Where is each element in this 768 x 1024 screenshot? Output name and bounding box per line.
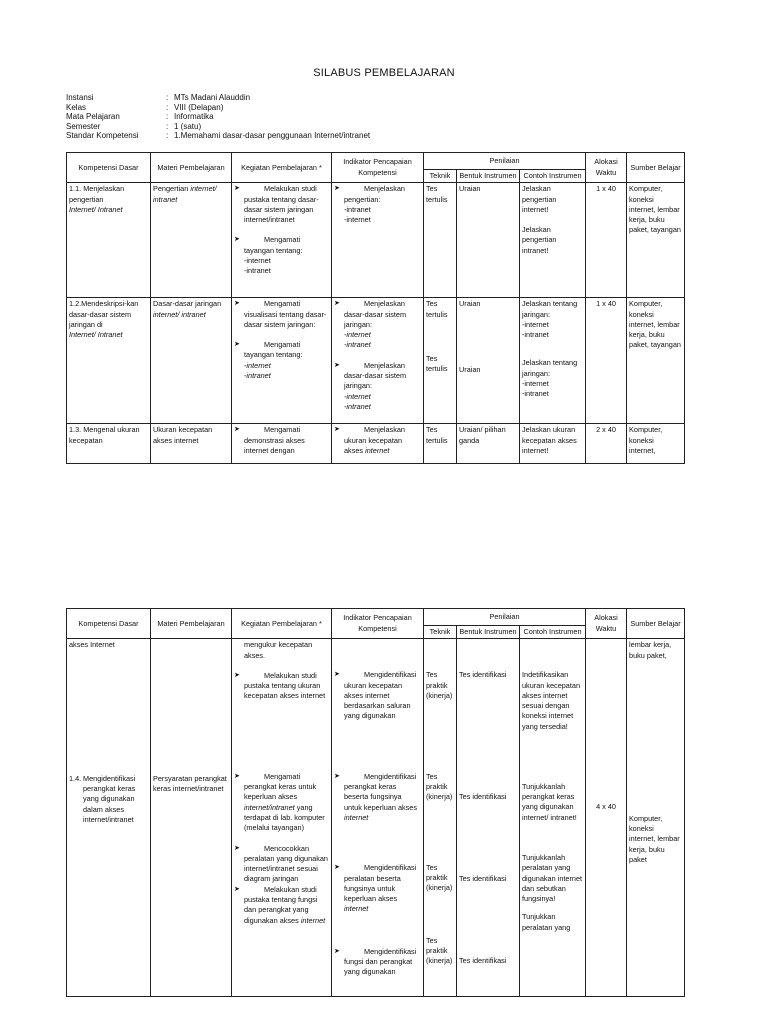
header-bentuk: Bentuk Instrumen — [457, 626, 520, 639]
materi-cell: Ukuran kecepatan akses internet — [151, 424, 232, 464]
info-label: Standar Kompetensi — [66, 131, 139, 141]
info-label: Kelas — [66, 102, 87, 112]
teknik-cell: Tes tertulis — [424, 424, 457, 464]
header-sumber: Sumber Belajar — [627, 609, 685, 639]
header-indikator: Indikator Pencapaian Kompetensi — [332, 153, 424, 183]
kegiatan-cell: ➤ Melakukan studi pustaka tentang dasar-dasar sistem jaringan internet/intranet ➤ Mengamati tayangan tentang: -internet -intranet — [232, 183, 332, 298]
info-row-standar: Standar Kompetensi : 1.Memahami dasar-dasar penggunaan Internet/intranet — [66, 131, 371, 141]
arrow-bullet-icon: ➤ — [334, 671, 340, 679]
header-sumber: Sumber Belajar — [627, 153, 685, 183]
header-penilaian: Penilaian — [424, 609, 586, 626]
contoh-cell: Indetifikasikan ukuran kecepatan akses internet sesuai dengan koneksi internet yang tersedia! — [520, 639, 586, 771]
arrow-bullet-icon: ➤ — [334, 361, 340, 369]
header-kegiatan: Kegiatan Pembelajaran * — [232, 609, 332, 639]
arrow-bullet-icon: ➤ — [234, 671, 240, 679]
kegiatan-cell: ➤ Mengamati perangkat keras untuk keperluan akses internet/intranet yang terdapat di lab. komputer (melalui tayangan) ➤ Mencocokkan peralatan yang digunakan internet/intranet sesuai diagram jaringan ➤ Melakukan studi pustaka tentang fungsi dan perangkat yang digunakan akses internet — [232, 771, 332, 997]
info-value: VIII (Delapan) — [174, 102, 224, 112]
arrow-bullet-icon: ➤ — [334, 185, 340, 193]
contoh-cell: Jelaskan ukuran kecepatan akses internet! — [520, 424, 586, 464]
table-row — [67, 771, 685, 997]
kompetensi-cell: akses Internet — [67, 639, 151, 771]
indikator-cell: ➤ Menjelaskan pengertian: -intranet -internet — [332, 183, 424, 298]
arrow-bullet-icon: ➤ — [234, 885, 240, 893]
bentuk-cell: Uraian — [457, 183, 520, 298]
bentuk-cell: Uraian Uraian — [457, 298, 520, 424]
sumber-cell: lembar kerja, buku paket, — [627, 639, 685, 771]
header-teknik: Teknik — [424, 626, 457, 639]
header-bentuk: Bentuk Instrumen — [457, 170, 520, 183]
info-row-kelas: Kelas : VIII (Delapan) — [66, 102, 224, 112]
kompetensi-cell: 1.4. Mengidentifikasi perangkat keras yang digunakan dalam akses internet/intranet — [67, 771, 151, 997]
kompetensi-cell: 1.1. Menjelaskan pengertian Internet/ Intranet — [67, 183, 151, 298]
header-materi: Materi Pembelajaran — [151, 153, 232, 183]
contoh-cell: Jelaskan pengertian internet! Jelaskan pengertian intranet! — [520, 183, 586, 298]
teknik-cell: Tes tertulis Tes tertulis — [424, 298, 457, 424]
sumber-cell: Komputer, koneksi internet, lembar kerja, buku paket, tayangan — [627, 298, 685, 424]
header-alokasi: Alokasi Waktu — [586, 609, 627, 639]
info-value: Informatika — [174, 112, 214, 122]
kegiatan-cell: mengukur kecepatan akses. ➤ Melakukan studi pustaka tentang ukuran kecepatan akses internet — [232, 639, 332, 771]
header-kegiatan: Kegiatan Pembelajaran * — [232, 153, 332, 183]
arrow-bullet-icon: ➤ — [234, 772, 240, 780]
table-row — [67, 424, 685, 464]
document-title: SILABUS PEMBELAJARAN — [313, 67, 455, 79]
teknik-cell: Tes praktik (kinerja) — [424, 639, 457, 771]
header-alokasi: Alokasi Waktu — [586, 153, 627, 183]
arrow-bullet-icon: ➤ — [234, 341, 240, 349]
arrow-bullet-icon: ➤ — [234, 185, 240, 193]
info-row-semester: Semester : 1 (satu) — [66, 121, 202, 131]
indikator-cell: ➤ Menjelaskan dasar-dasar sistem jaringan: -internet -intranet ➤ Menjelaskan dasar-dasar sistem jaringan: -internet -intranet — [332, 298, 424, 424]
kegiatan-cell: ➤ Mengamati demonstrasi akses internet dengan — [232, 424, 332, 464]
kegiatan-cell: ➤ Mengamati visualisasi tentang dasar-dasar sistem jaringan: ➤ Mengamati tayangan tentang: -internet -intranet — [232, 298, 332, 424]
header-kompetensi: Kompetensi Dasar — [67, 609, 151, 639]
header-teknik: Teknik — [424, 170, 457, 183]
arrow-bullet-icon: ➤ — [334, 300, 340, 308]
bentuk-cell: Uraian/ pilihan ganda — [457, 424, 520, 464]
materi-cell: Persyaratan perangkat keras internet/intranet — [151, 771, 232, 997]
materi-cell: Dasar-dasar jaringan internet/ intranet — [151, 298, 232, 424]
syllabus-table-page-1 — [66, 152, 685, 464]
kompetensi-cell: 1.3. Mengenal ukuran kecepatan — [67, 424, 151, 464]
course-info — [66, 93, 370, 141]
header-materi: Materi Pembelajaran — [151, 609, 232, 639]
header-contoh: Contoh Instrumen — [520, 170, 586, 183]
teknik-cell: Tes tertulis — [424, 183, 457, 298]
sumber-cell: Komputer, koneksi internet, — [627, 424, 685, 464]
info-value: 1 (satu) — [174, 121, 202, 131]
arrow-bullet-icon: ➤ — [334, 864, 340, 872]
info-row-mapel: Mata Pelajaran : Informatika — [66, 112, 214, 122]
table-row — [67, 183, 685, 298]
info-value: MTs Madani Alauddin — [174, 93, 251, 102]
sumber-cell: Komputer, koneksi internet, lembar kerja, buku paket — [627, 771, 685, 997]
arrow-bullet-icon: ➤ — [234, 236, 240, 244]
info-row-instansi: Instansi : MTs Madani Alauddin — [66, 93, 251, 102]
alokasi-cell: 1 x 40 — [586, 183, 627, 298]
info-value: 1.Memahami dasar-dasar penggunaan Internet/intranet — [174, 131, 371, 141]
materi-cell: Pengertian internet/ intranet — [151, 183, 232, 298]
table-row — [67, 639, 685, 771]
materi-cell — [151, 639, 232, 771]
kompetensi-cell: 1.2.Mendeskripsi-kan dasar-dasar sistem jaringan di Internet/ Intranet — [67, 298, 151, 424]
contoh-cell: Tunjukkanlah perangkat keras yang digunakan internet/ intranet! Tunjukkanlah peralatan yang digunakan internet dan sebutkan fungsinya! Tunjukkan peralatan yang — [520, 771, 586, 997]
alokasi-cell — [586, 639, 627, 771]
arrow-bullet-icon: ➤ — [234, 844, 240, 852]
header-kompetensi: Kompetensi Dasar — [67, 153, 151, 183]
info-label: Instansi — [66, 93, 94, 102]
alokasi-cell: 2 x 40 — [586, 424, 627, 464]
alokasi-cell: 1 x 40 — [586, 298, 627, 424]
info-label: Mata Pelajaran — [66, 112, 120, 122]
indikator-cell: ➤ Mengidentifikasi perangkat keras beserta fungsinya untuk keperluan akses internet ➤ Mengidentifikasi peralatan beserta fungsinya untuk keperluan akses internet ➤ Mengidentifikasi fungsi dan perangkat yang digunakan — [332, 771, 424, 997]
arrow-bullet-icon: ➤ — [234, 426, 240, 434]
arrow-bullet-icon: ➤ — [334, 947, 340, 955]
table-row — [67, 298, 685, 424]
indikator-cell: ➤ Menjelaskan ukuran kecepatan akses internet — [332, 424, 424, 464]
arrow-bullet-icon: ➤ — [334, 772, 340, 780]
info-label: Semester — [66, 121, 101, 131]
indikator-cell: ➤ Mengidentifikasi ukuran kecepatan akses internet berdasarkan saluran yang digunakan — [332, 639, 424, 771]
syllabus-table-page-2 — [66, 608, 685, 997]
header-penilaian: Penilaian — [424, 153, 586, 170]
sumber-cell: Komputer, koneksi internet, lembar kerja, buku paket, tayangan — [627, 183, 685, 298]
teknik-cell: Tes praktik (kinerja) Tes praktik (kinerja) Tes praktik (kinerja) — [424, 771, 457, 997]
header-contoh: Contoh Instrumen — [520, 626, 586, 639]
bentuk-cell: Tes identifikasi — [457, 639, 520, 771]
contoh-cell: Jelaskan tentang jaringan: -internet -intranet Jelaskan tentang jaringan: -internet -intranet — [520, 298, 586, 424]
header-indikator: Indikator Pencapaian Kompetensi — [332, 609, 424, 639]
alokasi-cell: 4 x 40 — [586, 771, 627, 997]
bentuk-cell: Tes identifikasi Tes identifikasi Tes identifikasi — [457, 771, 520, 997]
arrow-bullet-icon: ➤ — [234, 300, 240, 308]
arrow-bullet-icon: ➤ — [334, 426, 340, 434]
